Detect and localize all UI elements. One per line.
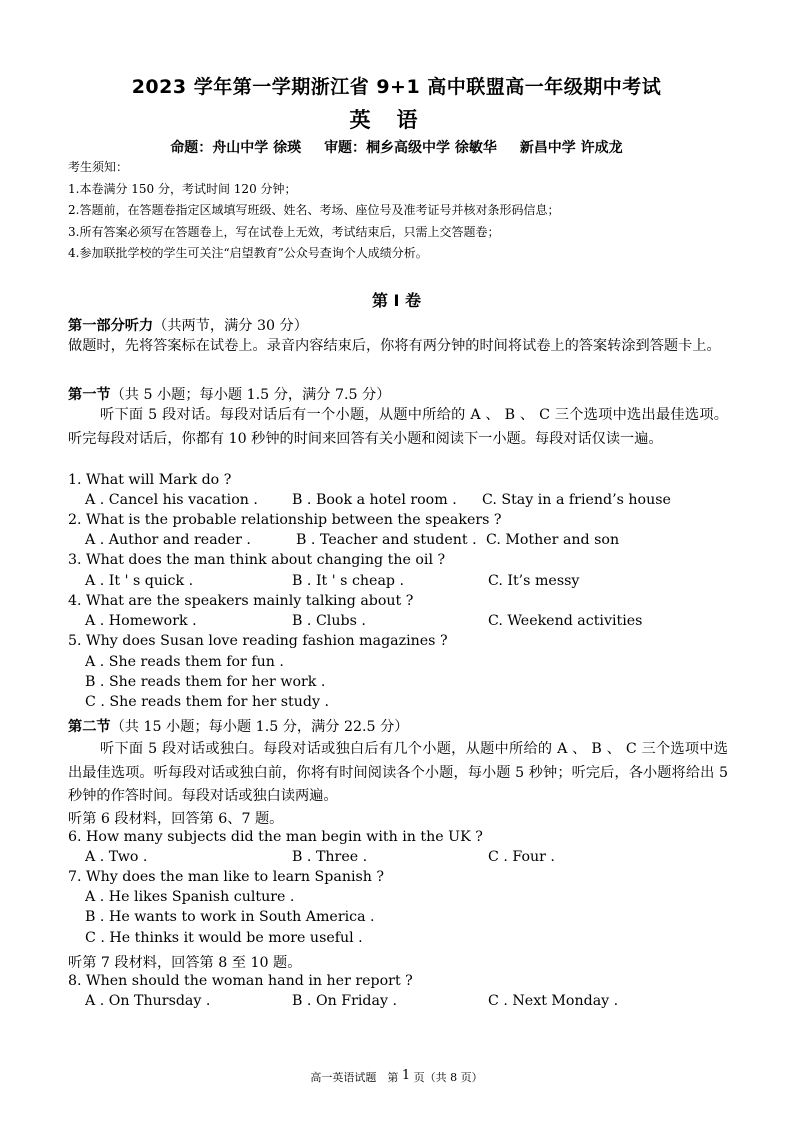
option-b: B . She reads them for her work .	[85, 674, 326, 690]
question-stem: 6. How many subjects did the man begin with in the UK ?	[68, 829, 483, 845]
notice-item: 1.本卷满分 150 分，考试时间 120 分钟；	[68, 181, 297, 196]
exam-title: 2023 学年第一学期浙江省 9+1 高中联盟高一年级期中考试	[131, 76, 662, 98]
section1-heading	[68, 384, 390, 404]
option-c: C . She reads them for her study .	[85, 694, 330, 710]
part1-intro: 做题时，先将答案标在试卷上。录音内容结束后，你将有两分钟的时间将试卷上的答案转涂到答题卡上。	[68, 338, 721, 354]
notice-item: 3.所有答案必须写在答题卷上，写在试卷上无效，考试结束后，只需上交答题卷；	[68, 224, 500, 239]
footer-prefix: 高一英语试题 第	[310, 1071, 399, 1084]
option-a: A . She reads them for fun .	[85, 654, 284, 670]
option-b: B . It ' s cheap .	[292, 573, 405, 589]
option-b: B . Three .	[292, 849, 368, 865]
exam-notice	[68, 157, 559, 265]
material-note: 听第 6 段材料，回答第 6、7 题。	[68, 811, 284, 827]
notice-heading: 考生须知：	[68, 160, 129, 174]
option-a: A . Author and reader .	[85, 532, 251, 548]
volume-heading: 第 I 卷	[371, 291, 422, 310]
option-a: A . On Thursday .	[85, 993, 211, 1009]
option-a: A . It ' s quick .	[85, 573, 194, 589]
option-c: C . Four .	[488, 849, 555, 865]
option-c: C . He thinks it would be more useful .	[85, 930, 363, 946]
option-c: C. Mother and son	[486, 532, 620, 548]
section1-instructions: 听下面 5 段对话。每段对话后有一个小题，从题中所给的 A 、 B 、 C 三个选项中选出最佳选项。听完每段对话后，你都有 10 秒钟的时间来回答有关小题和阅读下一小题。每段对话仅读一遍。	[68, 407, 728, 447]
option-c: C. It’s messy	[488, 573, 580, 589]
option-c: C . Next Monday .	[488, 993, 619, 1009]
author-name: 舟山中学 徐瑛	[212, 140, 302, 156]
option-b: B . Clubs .	[292, 613, 366, 629]
notice-item: 2.答题前，在答题卷指定区域填写班级、姓名、考场、座位号及准考证号并核对条形码信息；	[68, 203, 560, 217]
section1-title: 第一节	[68, 387, 111, 403]
reviewer-label: 审题：	[324, 140, 367, 156]
section2-note: （共 15 小题；每小题 1.5 分，满分 22.5 分）	[110, 719, 409, 735]
section2-instructions: 听下面 5 段对话或独白。每段对话或独白后有几个小题，从题中所给的 A 、 B 、 C 三个选项中选出最佳选项。听每段对话或独白前，你将有时间阅读各个小题，每小题 5 秒钟；听完后，各小题将给出 5 秒钟的作答时间。每段对话或独白读两遍。	[68, 741, 728, 804]
page-number: 1	[401, 1068, 411, 1083]
section2-title: 第二节	[68, 719, 111, 735]
question-stem: 2. What is the probable relationship between the speakers ?	[68, 512, 502, 528]
question-stem: 8. When should the woman hand in her report ?	[68, 973, 413, 989]
option-b: B . Teacher and student .	[296, 532, 477, 548]
author-credit	[170, 140, 301, 156]
part1-note: （共两节，满分 30 分）	[153, 318, 308, 334]
exam-subject: 英语	[349, 108, 444, 132]
reviewer-name-1: 桐乡高级中学 徐敏华	[366, 140, 497, 156]
option-b: B . He wants to work in South America .	[85, 909, 375, 925]
footer-suffix: 页（共 8 页）	[413, 1071, 483, 1084]
option-c: C. Stay in a friend’s house	[482, 492, 671, 508]
section1-note: （共 5 小题；每小题 1.5 分，满分 7.5 分）	[110, 387, 391, 403]
question-stem: 5. Why does Susan love reading fashion magazines ?	[68, 633, 448, 649]
reviewer-name-2: 新昌中学 许成龙	[519, 140, 623, 156]
option-b: B . Book a hotel room .	[292, 492, 457, 508]
page-footer	[0, 1068, 793, 1085]
question-stem: 7. Why does the man like to learn Spanish ?	[68, 869, 385, 885]
part1-title: 第一部分听力	[68, 318, 154, 334]
option-a: A . Two .	[85, 849, 148, 865]
option-b: B . On Friday .	[292, 993, 397, 1009]
question-stem: 4. What are the speakers mainly talking about ?	[68, 593, 414, 609]
question-stem: 1. What will Mark do ?	[68, 472, 232, 488]
question-stem: 3. What does the man think about changing the oil ?	[68, 552, 446, 568]
option-c: C. Weekend activities	[488, 613, 643, 629]
reviewer-credit	[324, 140, 497, 156]
material-note: 听第 7 段材料，回答第 8 至 10 题。	[68, 955, 302, 971]
option-a: A . He likes Spanish culture .	[85, 889, 295, 905]
option-a: A . Cancel his vacation .	[85, 492, 258, 508]
option-a: A . Homework .	[85, 613, 197, 629]
notice-item: 4.参加联批学校的学生可关注“启望教育”公众号查询个人成绩分析。	[68, 246, 428, 260]
author-label: 命题：	[170, 140, 213, 156]
section2-heading	[68, 716, 408, 736]
authors-line	[0, 137, 793, 157]
part1-heading	[68, 315, 308, 335]
